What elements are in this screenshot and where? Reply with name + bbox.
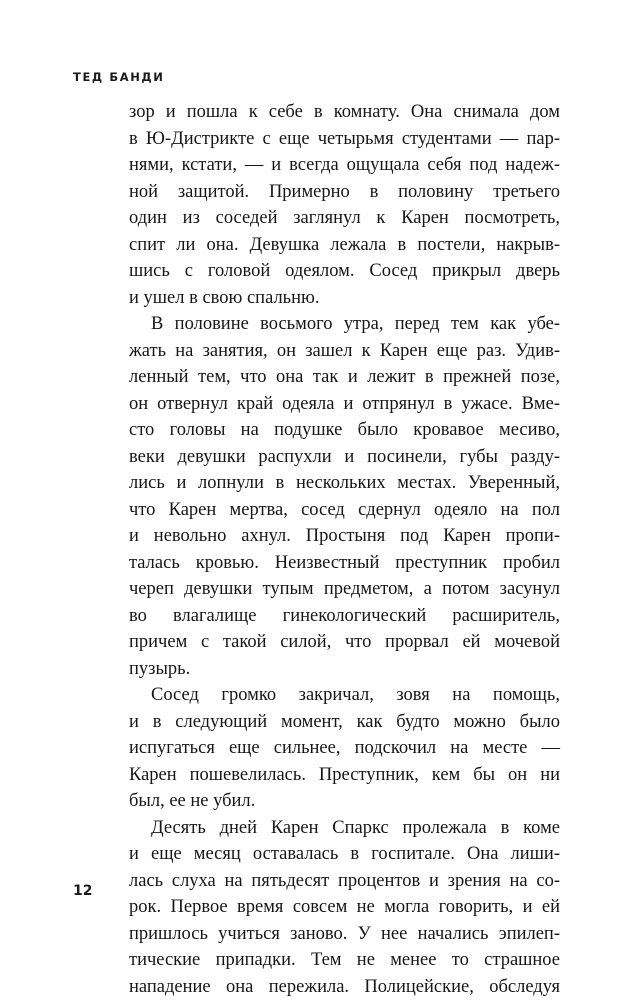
running-head-title: ТЕД БАНДИ — [73, 70, 165, 84]
text-line: лись и лопнули в нескольких местах. Уверенный, — [129, 473, 560, 493]
text-line: и в следующий момент, как будто можно было — [129, 711, 560, 732]
text-line: ной защитой. Примерно в половину третьего — [129, 181, 560, 202]
text-line: веки девушки распухли и посинели, губы разду- — [129, 446, 560, 467]
text-line: один из соседей заглянул к Карен посмотреть, — [129, 208, 560, 228]
text-line: спит ли она. Девушка лежала в постели, накрыв- — [129, 234, 560, 255]
text-line: Сосед громко закричал, зовя на помощь, — [151, 685, 560, 705]
text-line: что Карен мертва, сосед сдернул одеяло на пол — [129, 499, 560, 520]
text-line: зор и пошла к себе в комнату. Она снимала дом — [129, 102, 560, 122]
text-line: и ушел в свою спальню. — [129, 287, 320, 308]
text-line: жать на занятия, он зашел к Карен еще раз. Удив- — [129, 340, 560, 361]
text-line: был, ее не убил. — [129, 791, 256, 811]
text-line: он отвернул край одеяла и отпрянул в ужасе. Вме- — [129, 393, 560, 414]
text-line: тические припадки. Тем не менее то страшное — [129, 950, 560, 970]
text-line: талась кровью. Неизвестный преступник пробил — [129, 552, 560, 573]
text-line: пришлось учиться заново. У нее начались эпилеп- — [129, 923, 560, 944]
text-line: и невольно ахнул. Простыня под Карен пропи- — [129, 526, 560, 546]
text-line: череп девушки тупым предметом, а потом засунул — [129, 579, 560, 599]
text-line: и еще месяц оставалась в госпитале. Она лиши- — [129, 844, 560, 864]
text-line: во влагалище гинекологический расширитель, — [129, 605, 560, 626]
text-line: шись с головой одеялом. Сосед прикрыл дверь — [129, 261, 560, 281]
text-line: рок. Первое время совсем не могла говорить, и ей — [129, 897, 560, 917]
text-line: сто головы на подушке было кровавое месиво, — [129, 420, 560, 440]
text-line: нападение она пережила. Полицейские, обследуя — [129, 976, 560, 997]
text-line: нями, кстати, — и всегда ощущала себя под надеж- — [129, 155, 560, 175]
text-line: В половине восьмого утра, перед тем как убе- — [151, 314, 560, 334]
text-line: в Ю-Дистрикте с еще четырьмя студентами — пар- — [129, 128, 560, 149]
text-line: ленный тем, что она так и лежит в прежней позе, — [129, 367, 560, 387]
text-line: лась слуха на пятьдесят процентов и зрения на со- — [129, 870, 560, 891]
page-number: 12 — [73, 883, 93, 899]
text-line: пузырь. — [129, 658, 191, 679]
text-line: причем с такой силой, что прорвал ей мочевой — [129, 632, 560, 652]
text-line: Карен пошевелилась. Преступник, кем бы он ни — [129, 764, 560, 785]
text-line: Десять дней Карен Спаркс пролежала в коме — [151, 817, 560, 838]
text-line: испугаться еще сильнее, подскочил на месте — — [129, 738, 560, 758]
body-text — [129, 99, 560, 1000]
